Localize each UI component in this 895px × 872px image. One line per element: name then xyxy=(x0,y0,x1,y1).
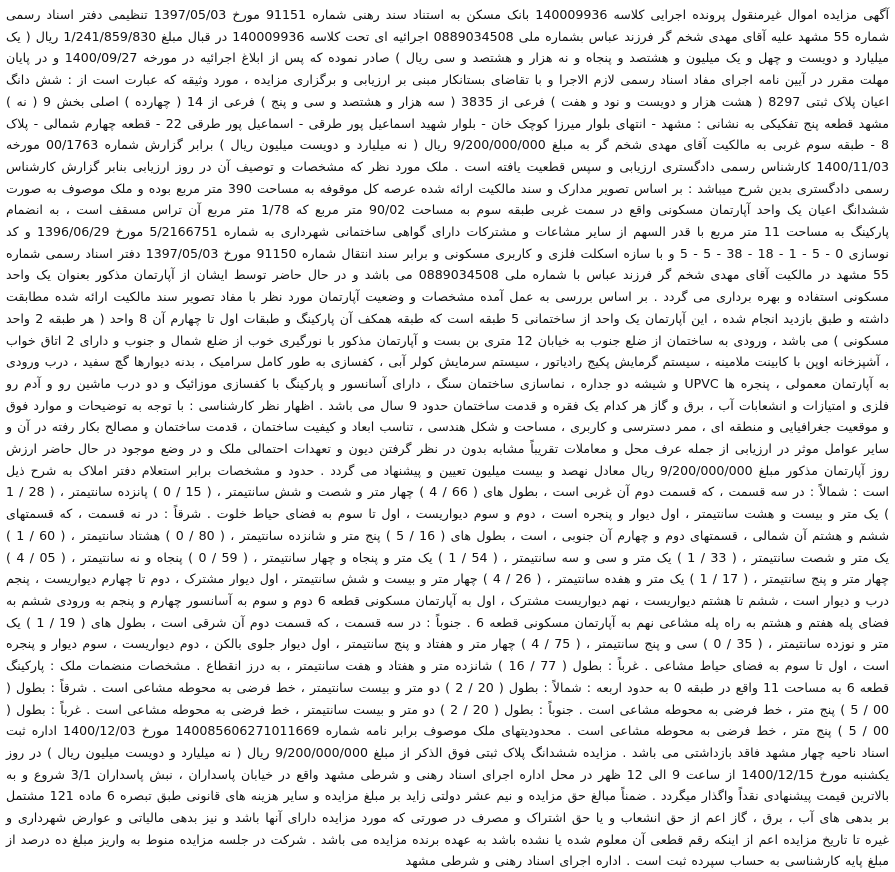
auction-notice-text: آگهی مزایده اموال غیرمنقول پرونده اجرایی کلاسه 140009936 بانک مسکن به استناد سند رهنی شماره 91151 مورخ 1397/05/03 تنظیمی دفتر اسناد رسمی شماره 55 مشهد علیه آقای مهدی شخم گر فرزند عباس بشماره ملی 0889034508 اجرائیه ای تحت کلاسه 140009936 در قبال مبلغ 1/241/859/830 ریال ( یک میلیارد و دویست و چهل و یک میلیون و هشتصد و پنجاه و نه هزار و هشتصد و سی ریال ) صادر نموده که پس از ابلاغ اجرائیه در مورخه 1400/09/27 و در پایان مهلت مقرر در آیین نامه اجرای مفاد اسناد رسمی لازم الاجرا و با تقاضای بستانکار مبنی بر ارزیابی و برگزاری مزایده ، مورد وثیقه که عبارت است از : شش دانگ اعیان پلاک ثبتی 8297 ( هشت هزار و دویست و نود و هفت ) فرعی از 3835 ( سه هزار و هشتصد و سی و پنج ) فرعی از 14 ( چهارده ) اصلی بخش 9 ( نه ) مشهد قطعه پنج تفکیکی به نشانی : مشهد - انتهای بلوار میرزا کوچک خان - بلوار شهید اسماعیل پور طرقی - اسماعیل پور طرقی 22 - قطعه چهارم شمالی - پلاک 8 - طبقه سوم غربی به مالکیت آقای مهدی شخم گر به مبلغ 9/200/000/000 ریال ( نه میلیارد و دویست میلیون ریال ) برابر گزارش شماره 00/1763 مورخه 1400/11/03 کارشناس رسمی دادگستری ارزیابی و سپس قطعیت یافته است . ملک مورد نظر که مشخصات و توصیف آن در روز ارزیابی بنابر گزارش کارشناس رسمی دادگستری بدین شرح میباشد : بر اساس تصویر مدارک و سند مالکیت ارائه شده عرصه کل موقوفه به مساحت 390 متر مربع بوده و ملک موصوف به صورت ششدانگ اعیان یک واحد آپارتمان مسکونی واقع در سمت غربی طبقه سوم به مساحت 90/02 متر مربع که 1/78 متر مربع آن تراس مسقف است ، به انضمام پارکینگ به مساحت 11 متر مربع با قدر السهم از سایر مشاعات و مشترکات دارای گواهی ساختمانی شهرداری به شماره 5/2166751 مورخ 1396/06/29 و کد نوسازی 0 - 5 - 1 - 18 - 38 - 5 - 5 و با سازه اسکلت فلزی و کاربری مسکونی و برابر سند انتقال شماره 91150 مورخ 1397/05/03 دفتر اسناد رسمی شماره 55 مشهد در مالکیت آقای مهدی شخم گر فرزند عباس با شماره ملی 0889034508 می باشد و در حال حاضر توسط ایشان از آپارتمان مذکور بعنوان یک واحد مسکونی استفاده و بهره برداری می گردد . بر اساس بررسی به عمل آمده مشخصات و وضعیت آپارتمان مورد نظر با مفاد تصویر سند مالکیت ارائه شده مطابقت داشته و طبق بازدید انجام شده ، این آپارتمان یک واحد از ساختمانی 5 طبقه است که طبقه همکف آن پارکینگ و طبقات اول تا چهارم آن 8 واحد ( هر طبقه 2 واحد مسکونی ) می باشد ، ورودی به ساختمان از ضلع جنوب به خیابان 12 متری بن بست و آپارتمان مذکور با نورگیری خوب از ضلع شمال و جنوب و دارای 2 اتاق خواب ، آشپزخانه اوپن با کابینت ملامینه ، سیستم گرمایش پکیج رادیاتور ، سیستم سرمایش کولر آبی ، کفسازی به طور کامل سرامیک ، بدنه دیوارها گچ سفید ، درب ورودی به آپارتمان معمولی ، پنجره ها UPVC و شیشه دو جداره ، نماسازی ساختمان سنگ ، دارای آسانسور و پارکینگ با کفسازی موزائیک و دو درب ماشین رو و آدم رو فلزی و امتیازات و انشعابات آب ، برق و گاز هر کدام یک فقره و قدمت ساختمان حدود 9 سال می باشد . اظهار نظر کارشناسی : با توجه به توضیحات و موارد فوق و موقعیت جغرافیایی و منطقه ای ، ممر دسترسی و کاربری ، مساحت و شکل هندسی ، تناسب ابعاد و کیفیت ساختمان ، قدمت ساختمان و مصالح بکار رفته در آن و سایر عوامل موثر در ارزیابی از جمله عرف محل و معاملات تقریباً مشابه بدون در نظر گرفتن دیون و تعهدات احتمالی ملک و در وضع موجود در حال حاضر ارزش روز آپارتمان مذکور مبلغ 9/200/000/000 ریال معادل نهصد و بیست میلیون تعیین و پیشنهاد می گردد . حدود و مشخصات برابر استعلام دفتر املاک به شرح ذیل است : شمالاً : در سه قسمت ، که قسمت دوم آن غربی است ، بطول های ( 66 / 4 ) چهار متر و شصت و شش سانتیمتر ، ( 15 / 0 ) پانزده سانتیمتر ، ( 28 / 1 ) یک متر و بیست و هشت سانتیمتر ، اول دیوار و پنجره است ، دوم و سوم دیواریست ، اول تا سوم به فضای حیاط خلوت . شرقاً : در نه قسمت ، که قسمتهای ششم و هشتم آن شمالی ، قسمتهای دوم و چهارم آن جنوبی ، است ، بطول های ( 16 / 5 ) پنج متر و شانزده سانتیمتر ، ( 80 / 0 ) هشتاد سانتیمتر ، ( 60 / 1 ) یک متر و شصت سانتیمتر ، ( 33 / 1 ) یک متر و سی و سه سانتیمتر ، ( 54 / 1 ) یک متر و پنجاه و چهار سانتیمتر ، ( 59 / 0 ) پنجاه و نه سانتیمتر ، ( 05 / 4 ) چهار متر و پنج سانتیمتر ، ( 17 / 1 ) یک متر و هفده سانتیمتر ، ( 26 / 4 ) چهار متر و بیست و شش سانتیمتر ، اول دیوار مشترک ، دوم تا چهارم دیواریست ، پنجم درب و دیوار است ، ششم تا هشتم دیواریست ، نهم دیواریست مشترک ، اول به آپارتمان مسکونی قطعه 6 دوم و سوم به آسانسور چهارم و پنجم به ورودی ششم به فضای پله هفتم و هشتم به راه پله مشاعی نهم به آپارتمان مسکونی قطعه 6 . جنوباً : در سه قسمت ، که قسمت دوم آن شرقی است ، بطول های ( 19 / 1 ) یک متر و نوزده سانتیمتر ، ( 35 / 0 ) سی و پنج سانتیمتر ، ( 75 / 4 ) چهار متر و هفتاد و پنج سانتیمتر ، اول دیوار جلوی بالکن ، دوم دیواریست ، سوم دیوار و پنجره است ، اول تا سوم به فضای حیاط مشاعی . غرباً : بطول ( 77 / 16 ) شانزده متر و هفتاد و هفت سانتیمتر ، به درز انقطاع . مشخصات منضمات ملک : پارکینگ قطعه 6 به مساحت 11 واقع در طبقه 0 به حدود اربعه : شمالاً : بطول ( 20 / 2 ) دو متر و بیست سانتیمتر ، خط فرضی به محوطه مشاعی است . شرقاً : بطول ( 00 / 5 ) پنج متر ، خط فرضی به محوطه مشاعی است . جنوباً : بطول ( 20 / 2 ) دو متر و بیست سانتیمتر ، خط فرضی به محوطه مشاعی است . غرباً : بطول ( 00 / 5 ) پنج متر ، خط فرضی به محوطه مشاعی است . محدودیتهای ملک موصوف برابر نامه شماره 140085606271011669 مورخ 1400/12/03 اداره ثبت اسناد ناحیه چهار مشهد فاقد بازداشتی می باشد . مزایده ششدانگ پلاک ثبتی فوق الذکر از مبلغ 9/200/000/000 ریال ( نه میلیارد و دویست میلیون ریال ) در روز یکشنبه مورخ 1400/12/15 از ساعت 9 الی 12 ظهر در محل اداره اجرای اسناد رهنی و شرطی مشهد واقع در خیابان پاسداران ، نبش پاسداران 3/1 شروع و به بالاترین قیمت پیشنهادی نقداً واگذار میگردد . ضمناً مبالغ حق مزایده و نیم عشر دولتی زاید بر مبلغ مزایده و سایر هزینه های قانونی طبق تبصره 6 ماده 121 مشتمل بر بدهی های آب ، برق ، گاز اعم از حق انشعاب و یا حق اشتراک و مصرف در صورتی که مورد مزایده دارای آنها باشد و نیز بدهی مالیاتی و عوارض شهرداری و غیره تا تاریخ مزایده اعم از اینکه رقم قطعی آن معلوم شده یا نشده باشد به عهده برنده مزایده می باشد . شرکت در جلسه مزایده منوط به واریز مبلغ ده درصد از مبلغ پایه کارشناسی به حساب سپرده ثبت است . اداره اجرای اسناد رهنی و شرطی مشهد xyxy=(6,7,890,869)
